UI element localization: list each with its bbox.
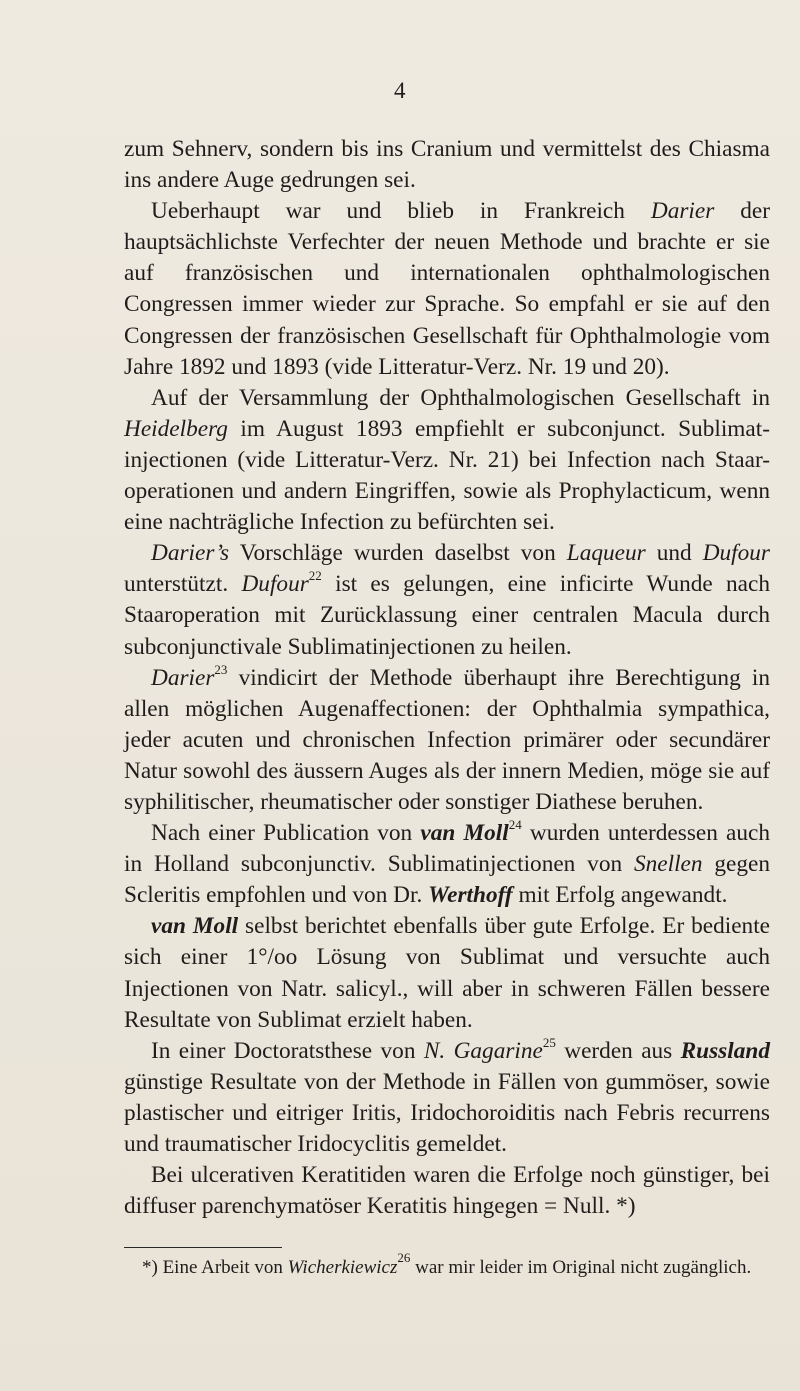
paragraph-7	[124, 911, 770, 1035]
paragraph-6	[124, 818, 770, 911]
emphasized-name: Wicherkiewicz	[287, 1257, 398, 1278]
text-run: mit Erfolg angewandt.	[512, 882, 728, 909]
paragraph-8	[124, 1036, 770, 1160]
paragraph-2	[124, 196, 770, 383]
text-run: der hauptsächlichste Verfechter der neuen Methode und brachte er sie auf französischen und internationalen ophthalmologischen Congressen immer wieder zur Sprache. So empfahl er sie auf den Congressen der französischen Gesellschaft für Ophthalmologie vom Jahre 1892 und 1893 (vide Litteratur-Verz. Nr. 19 und 20).	[124, 198, 770, 380]
text-run: Bei ulcerativen Keratitiden waren die Erfolge noch günstiger, bei diffuser parenchymatöser Keratitis hingegen = Null. *)	[124, 1162, 770, 1220]
text-run: gegen Scleritis empfohlen und von Dr.	[124, 851, 770, 909]
text-run: vindicirt der Methode überhaupt ihre Berechtigung in allen möglichen Augenaffectionen: der Ophthalmia sympathica, jeder acuten und chronischen Infection primärer oder secundärer Natur sowohl des äussern Auges als der innern Medien, möge sie auf syphilitischer, rheumatischer oder sonstiger Diathese beruhen.	[124, 664, 770, 815]
text-run: In einer Doctoratsthese von	[151, 1037, 424, 1064]
footnote-divider	[124, 1247, 282, 1248]
text-run: Nach einer Publication von	[151, 820, 421, 847]
emphasized-name: Laqueur	[566, 540, 646, 567]
text-run: zum Sehnerv, sondern bis ins Cranium und vermittelst des Chiasma ins andere Auge gedrungen sei.	[124, 136, 770, 194]
text-run: wurden unterdessen auch in Holland subconjunctiv. Sublimatinjectionen von	[124, 820, 771, 878]
text-run: ist es gelungen, eine inficirte Wunde nach Staaroperation mit Zurücklassung einer centralen Macula durch subconjunctivale Sublimatinjectionen zu heilen.	[124, 571, 771, 660]
emphasized-name: Darier	[151, 664, 215, 691]
text-run: war mir leider im Original nicht zugänglich.	[410, 1257, 752, 1278]
emphasized-name: N. Gagarine	[423, 1037, 543, 1064]
footnote-reference: 25	[542, 1034, 556, 1050]
emphasized-name: Snellen	[633, 851, 703, 878]
paragraph-9	[124, 1160, 770, 1222]
emphasized-name: Heidelberg	[124, 415, 228, 442]
text-run: Ueberhaupt war und blieb in Frankreich	[151, 198, 651, 225]
emphasized-name: van Moll	[151, 913, 239, 940]
text-run: und	[645, 540, 703, 567]
footnote-reference: 23	[214, 661, 228, 677]
footnote-reference: 24	[508, 817, 522, 833]
text-run: Auf der Versammlung der Ophthalmologischen Gesellschaft in	[151, 384, 770, 411]
text-run: werden aus	[555, 1037, 681, 1064]
emphasized-name: van Moll	[420, 820, 509, 847]
footnote	[124, 1250, 770, 1281]
text-run: günstige Resultate von der Methode in Fällen von gummöser, sowie plastischer und eitriger Iritis, Iridochoroiditis nach Febris recurrens und traumatischer Iridocyclitis gemeldet.	[124, 1068, 770, 1157]
paragraph-1	[124, 134, 770, 196]
emphasized-name: Darier	[650, 198, 715, 225]
emphasized-name: Dufour	[241, 571, 309, 598]
text-run: selbst berichtet ebenfalls über gute Erfolge. Er bediente sich einer 1°/oo Lösung von Sublimat und versuchte auch Injectionen von Natr. salicyl., will aber in schweren Fällen bessere Resultate von Sublimat erzielt haben.	[124, 913, 771, 1033]
body-text	[124, 134, 770, 1222]
emphasized-name: Darier’s	[151, 540, 230, 567]
footnote-reference: 26	[397, 1250, 411, 1265]
text-run: Vorschläge wurden daselbst von	[229, 540, 567, 567]
paragraph-3	[124, 383, 770, 538]
text-run: *) Eine Arbeit von	[142, 1257, 288, 1278]
paragraph-4	[124, 538, 770, 662]
footnote-text	[124, 1250, 770, 1281]
text-run: im August 1893 empfiehlt er subconjunct. Sublimat-injectionen (vide Litteratur-Verz. Nr. 21) bei Infection nach Staar-operationen und andern Eingriffen, sowie als Prophylacticum, wenn eine nachträgliche Infection zu befürchten sei.	[124, 415, 770, 536]
emphasized-name: Dufour	[702, 540, 770, 567]
emphasized-name: Russland	[680, 1037, 770, 1064]
page-number: 4	[394, 78, 406, 103]
paragraph-5	[124, 663, 770, 818]
text-run: unterstützt.	[124, 571, 242, 598]
footnote-reference: 22	[308, 568, 322, 584]
emphasized-name: Werthoff	[428, 882, 513, 909]
